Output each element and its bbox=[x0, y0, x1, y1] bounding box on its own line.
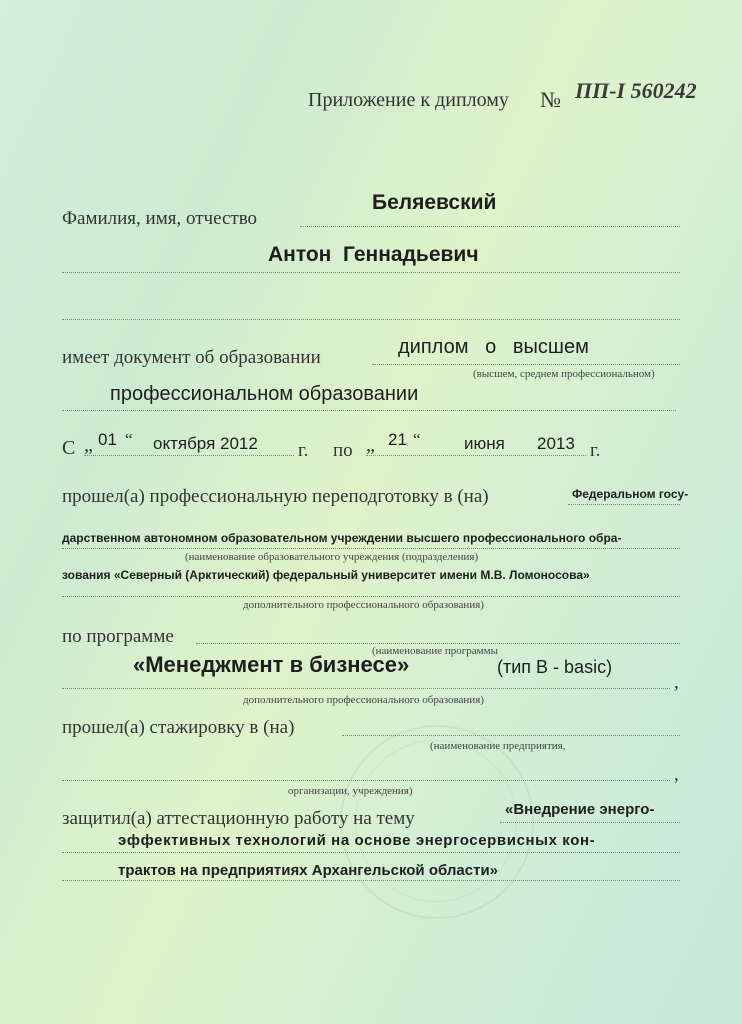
thesis-label: защитил(а) аттестационную работу на тему bbox=[62, 808, 415, 829]
education-underline-1 bbox=[372, 364, 680, 365]
institution-hint: (наименование образовательного учреждения (подразделения) bbox=[185, 551, 479, 563]
program-hint-2: дополнительного профессионального образования) bbox=[243, 694, 484, 706]
internship-underline-2 bbox=[62, 780, 670, 781]
end-date-underline bbox=[366, 455, 586, 456]
program-label: по программе bbox=[62, 626, 174, 647]
quote-open: „ bbox=[84, 434, 93, 456]
education-label: имеет документ об образовании bbox=[62, 347, 321, 368]
internship-comma: , bbox=[674, 764, 679, 785]
program-title: «Менеджмент в бизнесе» bbox=[133, 652, 410, 677]
full-name-label: Фамилия, имя, отчество bbox=[62, 208, 258, 229]
surname: Беляевский bbox=[372, 191, 497, 214]
quote-close: “ bbox=[125, 430, 133, 449]
program-underline-1 bbox=[196, 643, 680, 644]
date-to: по bbox=[333, 440, 353, 461]
thesis-underline-3 bbox=[62, 880, 680, 881]
number-sign: № bbox=[540, 87, 561, 112]
period-prefix: С bbox=[62, 437, 76, 459]
internship-underline-1 bbox=[342, 735, 680, 736]
program-underline-2 bbox=[62, 688, 670, 689]
education-type-continued: профессиональном образовании bbox=[110, 383, 419, 405]
start-day: 01 bbox=[98, 430, 117, 449]
name-underline-3 bbox=[62, 319, 680, 320]
internship-hint-2: организации, учреждения) bbox=[288, 785, 413, 797]
start-date-underline bbox=[84, 455, 294, 456]
end-day: 21 bbox=[388, 430, 407, 449]
thesis-title-line-1: «Внедрение энерго- bbox=[505, 801, 655, 818]
appendix-label: Приложение к диплому bbox=[308, 89, 509, 111]
education-hint: (высшем, среднем профессиональном) bbox=[473, 368, 655, 380]
institution-line-2: дарственном автономном образовательном учреждении высшего профессионального обра- bbox=[62, 531, 622, 545]
thesis-underline-1 bbox=[500, 822, 680, 823]
name-underline-2 bbox=[62, 272, 680, 273]
institution-line-1: Федеральном госу- bbox=[572, 487, 689, 501]
thesis-title-line-2: эффективных технологий на основе энергосервисных кон- bbox=[118, 832, 596, 849]
retraining-underline-2 bbox=[62, 548, 680, 549]
education-type: диплом о высшем bbox=[398, 336, 589, 358]
thesis-underline-2 bbox=[62, 852, 680, 853]
end-year: 2013 bbox=[537, 434, 575, 453]
institution-hint-2: дополнительного профессионального образования) bbox=[243, 599, 484, 611]
program-comma: , bbox=[674, 672, 679, 693]
retraining-label: прошел(а) профессиональную переподготовку в (на) bbox=[62, 486, 489, 507]
program-type: (тип B - basic) bbox=[497, 657, 613, 677]
year-suffix-1: г. bbox=[298, 440, 309, 461]
given-names: Антон Геннадьевич bbox=[268, 243, 479, 266]
year-suffix-2: г. bbox=[590, 440, 601, 461]
internship-hint: (наименование предприятия, bbox=[430, 740, 566, 752]
name-underline-1 bbox=[300, 226, 680, 227]
program-hint: (наименование программы bbox=[372, 645, 498, 657]
thesis-title-line-3: трактов на предприятиях Архангельской области» bbox=[118, 862, 499, 879]
education-underline-2 bbox=[62, 410, 676, 411]
end-month: июня bbox=[464, 434, 505, 453]
quote-open-2: „ bbox=[366, 434, 375, 456]
institution-line-3: зования «Северный (Арктический) федеральный университет имени М.В. Ломоносова» bbox=[62, 568, 590, 582]
retraining-underline-3 bbox=[62, 596, 680, 597]
quote-close-2: “ bbox=[413, 430, 421, 449]
retraining-underline-1 bbox=[568, 504, 680, 505]
diploma-series-number: ПП-I 560242 bbox=[575, 78, 697, 103]
internship-label: прошел(а) стажировку в (на) bbox=[62, 717, 295, 738]
start-month-year: октября 2012 bbox=[153, 434, 258, 453]
